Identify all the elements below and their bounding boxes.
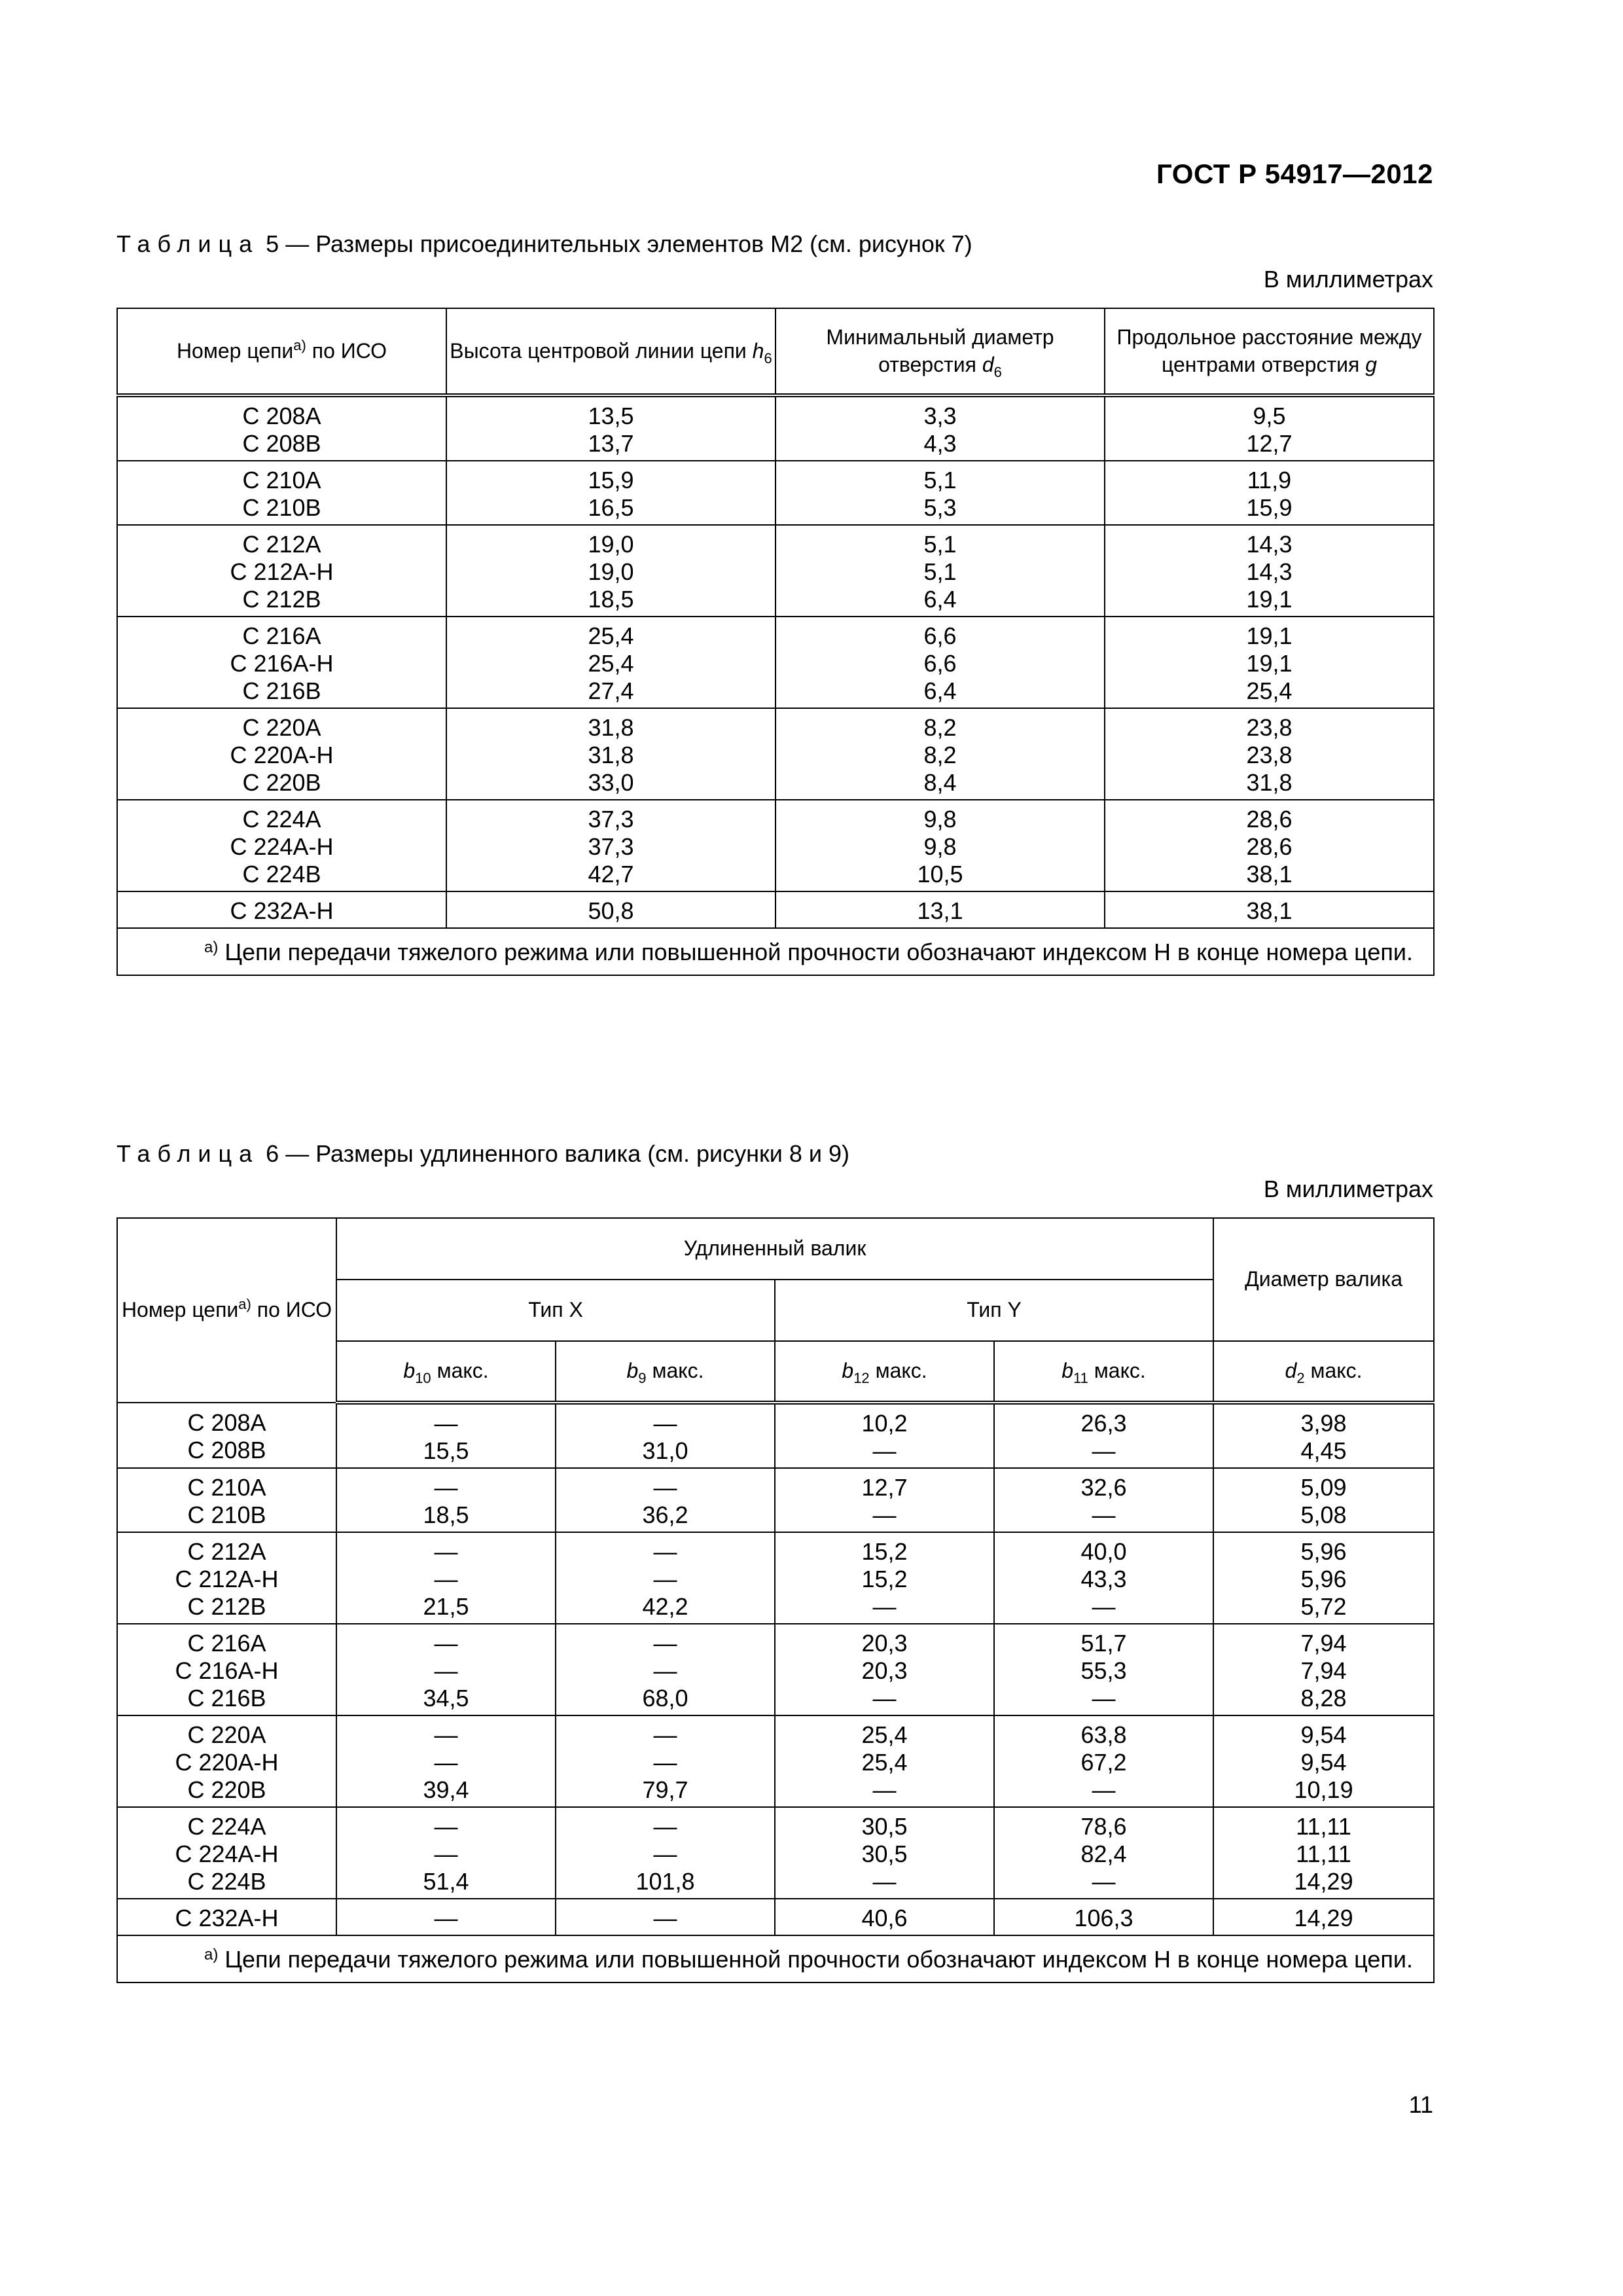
cell-line: 11,9 (1247, 467, 1292, 493)
table5-cell-g (1105, 525, 1434, 617)
table6-cell-b10 (336, 1403, 556, 1468)
cell-line: 40,6 (861, 1905, 908, 1931)
table-row (117, 461, 1434, 525)
table5-cell-d6 (776, 617, 1105, 708)
table5-cell-chain (117, 395, 446, 461)
table5-cell-d6 (776, 708, 1105, 800)
table6-cell-b12 (775, 1468, 994, 1532)
table6-cell-chain (117, 1715, 336, 1807)
cell-line: 25,4 (1246, 677, 1293, 704)
table-row (117, 1468, 1434, 1532)
table6-header-b12: $b_{12}$ макс. (775, 1341, 994, 1403)
table-row (117, 525, 1434, 617)
table6-cell-b11 (994, 1624, 1213, 1715)
table-row (117, 800, 1434, 891)
cell-line: 36,2 (642, 1501, 688, 1528)
cell-line: — (434, 1566, 458, 1592)
table6-cell-chain (117, 1807, 336, 1899)
table6-units: В миллиметрах (1263, 1175, 1433, 1202)
table6-cell-b10 (336, 1624, 556, 1715)
cell-line: — (872, 1685, 897, 1712)
cell-line: 43,3 (1080, 1566, 1127, 1592)
cell-line: 28,6 (1246, 833, 1293, 860)
table6-cell-b10 (336, 1899, 556, 1935)
cell-line: 12,7 (1246, 430, 1293, 457)
cell-line: С 224А-Н (175, 1840, 279, 1867)
cell-line: С 212А (187, 1538, 266, 1565)
cell-line: 15,2 (861, 1566, 908, 1592)
cell-line: — (434, 1749, 458, 1776)
cell-line: 39,4 (423, 1776, 469, 1803)
table5-cell-chain (117, 891, 446, 928)
cell-line: 5,72 (1300, 1593, 1347, 1620)
table6-header-b11: $b_{11}$ макс. (994, 1341, 1213, 1403)
cell-line: — (434, 1630, 458, 1657)
cell-line: 19,1 (1246, 622, 1293, 649)
table6-cell-b11 (994, 1403, 1213, 1468)
cell-line: 21,5 (423, 1593, 469, 1620)
cell-line: 51,7 (1080, 1630, 1127, 1657)
table6-header-pin-diameter: Диаметр валика (1213, 1218, 1434, 1341)
cell-line: С 208А (187, 1409, 266, 1436)
cell-line: 25,4 (861, 1721, 908, 1748)
cell-line: 4,45 (1300, 1437, 1347, 1464)
cell-line: 101,8 (635, 1868, 695, 1895)
table6-caption-text: 6 — Размеры удлиненного валика (см. рисунки 8 и 9) (266, 1140, 849, 1167)
table5 (116, 308, 1435, 976)
cell-line: — (434, 1840, 458, 1867)
table5-header-distance: Продольное расстояние между центрами отверстия g (1105, 308, 1434, 395)
cell-line: 63,8 (1080, 1721, 1127, 1748)
cell-line: 19,1 (1246, 650, 1293, 677)
table6-cell-b12 (775, 1624, 994, 1715)
cell-line: С 216А-Н (175, 1657, 279, 1684)
table6 (116, 1217, 1435, 1983)
table5-caption-text: 5 — Размеры присоединительных элементов М2 (см. рисунок 7) (266, 230, 972, 257)
cell-line: С 232А-Н (175, 1905, 279, 1931)
cell-line: С 208А (242, 403, 321, 429)
cell-line: — (872, 1868, 897, 1895)
table6-cell-b9 (556, 1715, 775, 1807)
cell-line: — (653, 1721, 677, 1748)
cell-line: 12,7 (861, 1474, 908, 1501)
table6-header-type-y: Тип Y (775, 1280, 1213, 1341)
cell-line: 7,94 (1300, 1657, 1347, 1684)
cell-line: 5,1 (923, 467, 957, 493)
cell-line: 25,4 (588, 650, 634, 677)
cell-line: 51,4 (423, 1868, 469, 1895)
cell-line: 5,96 (1300, 1538, 1347, 1565)
cell-line: — (1092, 1776, 1116, 1803)
cell-line: 6,6 (923, 650, 957, 677)
cell-line: 5,08 (1300, 1501, 1347, 1528)
cell-line: — (434, 1813, 458, 1840)
cell-line: 14,3 (1246, 558, 1293, 585)
cell-line: С 220А-Н (230, 742, 334, 768)
table5-cell-g (1105, 891, 1434, 928)
cell-line: С 210В (242, 494, 321, 521)
cell-line: — (434, 1721, 458, 1748)
cell-line: 42,7 (588, 861, 634, 888)
table5-cell-h6 (446, 525, 776, 617)
cell-line: 15,5 (423, 1437, 469, 1464)
table6-cell-chain (117, 1403, 336, 1468)
cell-line: 28,6 (1246, 806, 1293, 833)
cell-line: 10,2 (861, 1410, 908, 1437)
cell-line: 8,2 (923, 714, 957, 741)
cell-line: 68,0 (642, 1685, 688, 1712)
cell-line: 8,2 (923, 742, 957, 768)
cell-line: 14,29 (1294, 1868, 1353, 1895)
table-row (117, 1899, 1434, 1935)
cell-line: 38,1 (1246, 861, 1293, 888)
cell-line: 30,5 (861, 1813, 908, 1840)
cell-line: С 212А-Н (175, 1566, 279, 1592)
cell-line: — (1092, 1501, 1116, 1528)
cell-line: — (653, 1566, 677, 1592)
cell-line: С 210А (187, 1474, 266, 1501)
cell-line: С 212А (242, 531, 321, 558)
table6-header-type-x: Тип X (336, 1280, 775, 1341)
table5-cell-d6 (776, 891, 1105, 928)
cell-line: 19,0 (588, 531, 634, 558)
cell-line: 9,54 (1300, 1721, 1347, 1748)
cell-line: 20,3 (861, 1657, 908, 1684)
table5-cell-d6 (776, 395, 1105, 461)
cell-line: 8,4 (923, 769, 957, 796)
cell-line: 38,1 (1246, 897, 1293, 924)
table5-cell-chain (117, 708, 446, 800)
cell-line: 18,5 (588, 586, 634, 613)
table6-header-d2: $d_2$ макс. (1213, 1341, 1434, 1403)
table6-cell-b11 (994, 1807, 1213, 1899)
cell-line: 7,94 (1300, 1630, 1347, 1657)
table6-cell-b12 (775, 1807, 994, 1899)
cell-line: 34,5 (423, 1685, 469, 1712)
cell-line: 31,8 (588, 742, 634, 768)
table-row (117, 1715, 1434, 1807)
cell-line: 9,8 (923, 833, 957, 860)
table6-header-chain: Номер цепи$^{а)}$ по ИСО (117, 1218, 336, 1403)
cell-line: — (872, 1501, 897, 1528)
cell-line: 19,0 (588, 558, 634, 585)
cell-line: С 224А (187, 1813, 266, 1840)
table5-cell-h6 (446, 800, 776, 891)
cell-line: 5,3 (923, 494, 957, 521)
table6-cell-chain (117, 1468, 336, 1532)
table6-cell-d2 (1213, 1532, 1434, 1624)
cell-line: 9,5 (1253, 403, 1286, 429)
cell-line: 6,4 (923, 677, 957, 704)
cell-line: 25,4 (861, 1749, 908, 1776)
cell-line: — (653, 1630, 677, 1657)
cell-line: — (434, 1905, 458, 1931)
cell-line: С 212В (242, 586, 321, 613)
table-row (117, 891, 1434, 928)
cell-line: С 208В (242, 430, 321, 457)
table5-footnote: $^{а)}$ Цепи передачи тяжелого режима или повышенной прочности обозначают индексом Н в конце номера цепи. (117, 928, 1434, 975)
table-row (117, 617, 1434, 708)
table-row (117, 1807, 1434, 1899)
table5-cell-chain (117, 525, 446, 617)
table6-cell-chain (117, 1532, 336, 1624)
table6-cell-chain (117, 1899, 336, 1935)
cell-line: С 220А-Н (175, 1749, 279, 1776)
cell-line: 13,5 (588, 403, 634, 429)
table6-cell-b12 (775, 1403, 994, 1468)
cell-line: 82,4 (1080, 1840, 1127, 1867)
cell-line: — (1092, 1437, 1116, 1464)
table-row (117, 395, 1434, 461)
table6-cell-b11 (994, 1532, 1213, 1624)
cell-line: 15,9 (588, 467, 634, 493)
cell-line: С 208В (187, 1437, 266, 1463)
cell-line: 8,28 (1300, 1685, 1347, 1712)
cell-line: — (653, 1813, 677, 1840)
table-row (117, 1624, 1434, 1715)
cell-line: 27,4 (588, 677, 634, 704)
cell-line: — (872, 1776, 897, 1803)
table6-cell-b10 (336, 1807, 556, 1899)
cell-line: 5,1 (923, 531, 957, 558)
cell-line: С 212А-Н (230, 558, 334, 585)
cell-line: 32,6 (1080, 1474, 1127, 1501)
cell-line: 11,11 (1296, 1813, 1351, 1840)
table5-cell-chain (117, 461, 446, 525)
cell-line: — (434, 1657, 458, 1684)
cell-line: С 224В (242, 861, 321, 888)
table6-cell-b11 (994, 1899, 1213, 1935)
cell-line: 23,8 (1246, 714, 1293, 741)
table6-cell-b11 (994, 1715, 1213, 1807)
cell-line: 30,5 (861, 1840, 908, 1867)
cell-line: 55,3 (1080, 1657, 1127, 1684)
cell-line: 18,5 (423, 1501, 469, 1528)
table5-header-chain: Номер цепи$^{а)}$ по ИСО (117, 308, 446, 395)
cell-line: С 220А (187, 1721, 266, 1748)
table6-header-extended-pin: Удлиненный валик (336, 1218, 1213, 1280)
table5-cell-h6 (446, 708, 776, 800)
table6-cell-b10 (336, 1532, 556, 1624)
table5-cell-chain (117, 800, 446, 891)
table5-cell-g (1105, 617, 1434, 708)
cell-line: — (1092, 1593, 1116, 1620)
cell-line: 31,8 (1246, 769, 1293, 796)
cell-line: С 212В (187, 1593, 266, 1620)
table6-footnote: $^{а)}$ Цепи передачи тяжелого режима или повышенной прочности обозначают индексом Н в конце номера цепи. (117, 1935, 1434, 1982)
cell-line: — (1092, 1685, 1116, 1712)
cell-line: 78,6 (1080, 1813, 1127, 1840)
cell-line: 26,3 (1080, 1410, 1127, 1437)
cell-line: 15,2 (861, 1538, 908, 1565)
cell-line: 23,8 (1246, 742, 1293, 768)
table5-cell-d6 (776, 461, 1105, 525)
document-designation: ГОСТ Р 54917—2012 (1156, 158, 1433, 189)
cell-line: С 220А (242, 714, 321, 741)
cell-line: 67,2 (1080, 1749, 1127, 1776)
table6-cell-b9 (556, 1532, 775, 1624)
cell-line: — (872, 1593, 897, 1620)
cell-line: — (653, 1657, 677, 1684)
table6-cell-d2 (1213, 1403, 1434, 1468)
cell-line: — (653, 1749, 677, 1776)
table5-cell-g (1105, 708, 1434, 800)
cell-line: С 216А (242, 622, 321, 649)
table6-cell-d2 (1213, 1624, 1434, 1715)
table6-cell-b12 (775, 1532, 994, 1624)
cell-line: 19,1 (1246, 586, 1293, 613)
cell-line: С 216В (187, 1685, 266, 1712)
cell-line: — (434, 1538, 458, 1565)
cell-line: С 210А (242, 467, 321, 493)
table6-caption-word: Таблица (116, 1140, 260, 1167)
table6-cell-b9 (556, 1403, 775, 1468)
table6-cell-chain (117, 1624, 336, 1715)
table6-cell-b9 (556, 1899, 775, 1935)
cell-line: С 216А-Н (230, 650, 334, 677)
cell-line: 13,1 (917, 897, 963, 924)
cell-line: 5,96 (1300, 1566, 1347, 1592)
cell-line: — (872, 1437, 897, 1464)
table6-cell-b10 (336, 1468, 556, 1532)
table5-cell-d6 (776, 525, 1105, 617)
table5-cell-g (1105, 800, 1434, 891)
table5-cell-h6 (446, 617, 776, 708)
cell-line: С 216А (187, 1630, 266, 1657)
table6-cell-b9 (556, 1807, 775, 1899)
page-number: 11 (1408, 2091, 1433, 2118)
table6-header-b9: $b_9$ макс. (556, 1341, 775, 1403)
cell-line: 11,11 (1296, 1840, 1351, 1867)
table6-cell-b9 (556, 1468, 775, 1532)
cell-line: 31,0 (642, 1437, 688, 1464)
cell-line: — (653, 1840, 677, 1867)
cell-line: — (653, 1538, 677, 1565)
table5-caption-word: Таблица (116, 230, 260, 257)
table6-cell-d2 (1213, 1468, 1434, 1532)
cell-line: 42,2 (642, 1593, 688, 1620)
cell-line: 37,3 (588, 833, 634, 860)
cell-line: 40,0 (1080, 1538, 1127, 1565)
cell-line: 16,5 (588, 494, 634, 521)
cell-line: 79,7 (642, 1776, 688, 1803)
table-row (117, 708, 1434, 800)
table5-caption (116, 230, 972, 258)
cell-line: 4,3 (923, 430, 957, 457)
cell-line: С 220В (187, 1776, 266, 1803)
table6-cell-b10 (336, 1715, 556, 1807)
cell-line: 15,9 (1246, 494, 1293, 521)
cell-line: С 216В (242, 677, 321, 704)
cell-line: — (653, 1905, 677, 1931)
table5-cell-h6 (446, 461, 776, 525)
cell-line: С 232А-Н (230, 897, 334, 924)
cell-line: С 210В (187, 1501, 266, 1528)
cell-line: 6,4 (923, 586, 957, 613)
cell-line: 106,3 (1074, 1905, 1133, 1931)
cell-line: 5,1 (923, 558, 957, 585)
cell-line: С 220В (242, 769, 321, 796)
table-row (117, 1532, 1434, 1624)
cell-line: 37,3 (588, 806, 634, 833)
cell-line: 14,3 (1246, 531, 1293, 558)
cell-line: 10,19 (1294, 1776, 1353, 1803)
cell-line: 50,8 (588, 897, 634, 924)
table6-cell-b11 (994, 1468, 1213, 1532)
table5-header-height: Высота центровой линии цепи $h_6$ (446, 308, 776, 395)
table6-caption (116, 1140, 849, 1168)
table6-cell-d2 (1213, 1807, 1434, 1899)
cell-line: С 224А (242, 806, 321, 833)
cell-line: С 224А-Н (230, 833, 334, 860)
table6-cell-b12 (775, 1715, 994, 1807)
cell-line: — (434, 1474, 458, 1501)
cell-line: — (653, 1474, 677, 1501)
cell-line: 9,8 (923, 806, 957, 833)
table5-cell-g (1105, 395, 1434, 461)
cell-line: — (1092, 1868, 1116, 1895)
table6-cell-b12 (775, 1899, 994, 1935)
cell-line: 33,0 (588, 769, 634, 796)
cell-line: 3,98 (1300, 1410, 1347, 1437)
cell-line: — (653, 1410, 677, 1437)
table6-header-b10: $b_{10}$ макс. (336, 1341, 556, 1403)
cell-line: 5,09 (1300, 1474, 1347, 1501)
table5-cell-d6 (776, 800, 1105, 891)
cell-line: 9,54 (1300, 1749, 1347, 1776)
table5-cell-g (1105, 461, 1434, 525)
table6-cell-d2 (1213, 1715, 1434, 1807)
cell-line: 31,8 (588, 714, 634, 741)
table5-cell-chain (117, 617, 446, 708)
table5-units: В миллиметрах (1263, 266, 1433, 293)
cell-line: 20,3 (861, 1630, 908, 1657)
cell-line: 25,4 (588, 622, 634, 649)
cell-line: 14,29 (1294, 1905, 1353, 1931)
table6-cell-d2 (1213, 1899, 1434, 1935)
cell-line: 3,3 (923, 403, 957, 429)
table6-cell-b9 (556, 1624, 775, 1715)
cell-line: 10,5 (917, 861, 963, 888)
table-row (117, 1403, 1434, 1468)
table5-header-diameter: Минимальный диаметр отверстия $d_6$ (776, 308, 1105, 395)
cell-line: С 224В (187, 1868, 266, 1895)
cell-line: — (434, 1410, 458, 1437)
cell-line: 13,7 (588, 430, 634, 457)
table5-cell-h6 (446, 891, 776, 928)
table5-cell-h6 (446, 395, 776, 461)
cell-line: 6,6 (923, 622, 957, 649)
